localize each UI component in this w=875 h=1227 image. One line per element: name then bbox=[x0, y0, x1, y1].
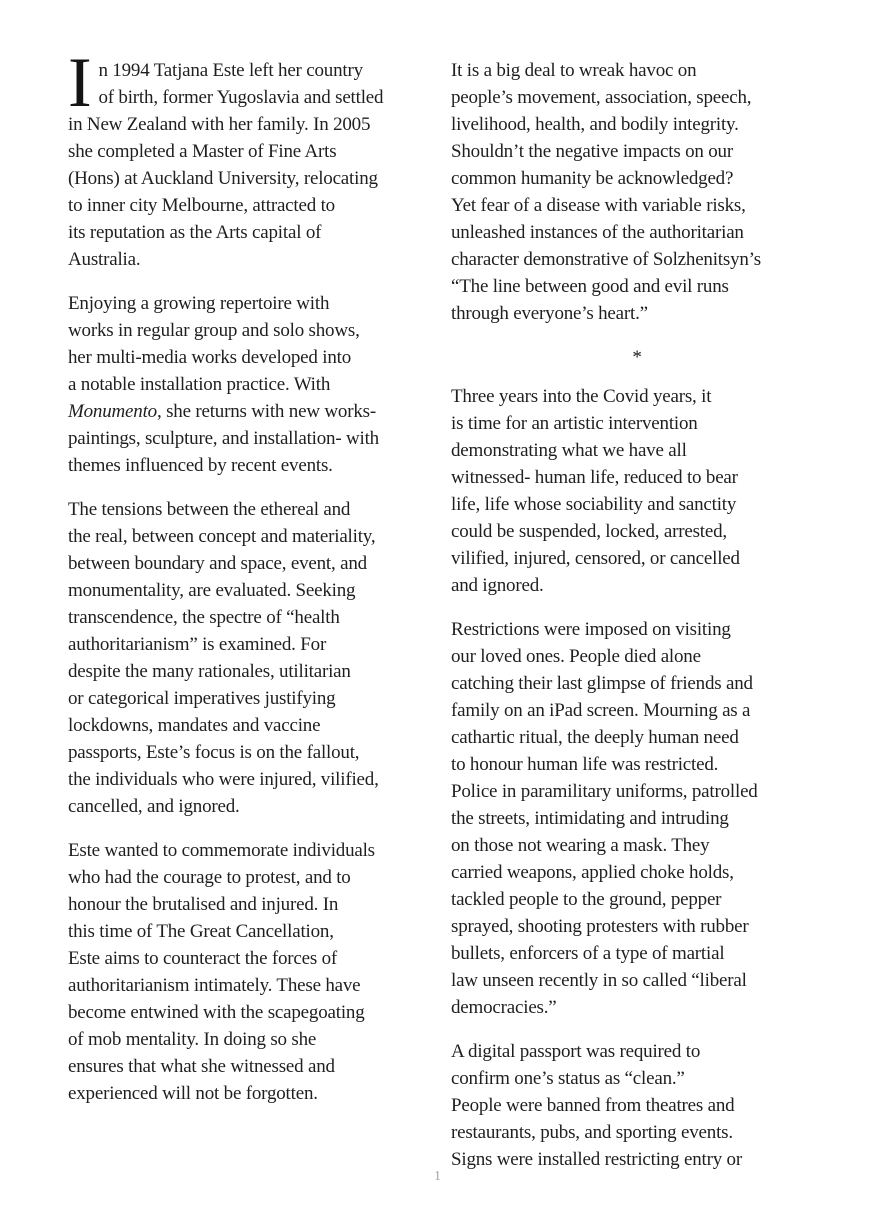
text-line: “The line between good and evil runs bbox=[451, 276, 729, 297]
text-line: monumentality, are evaluated. Seeking bbox=[68, 580, 356, 601]
text-line: A digital passport was required to bbox=[451, 1041, 701, 1062]
section-separator: * bbox=[632, 347, 642, 368]
paragraph bbox=[68, 837, 432, 1107]
text-line: cathartic ritual, the deeply human need bbox=[451, 727, 739, 748]
text-line: authoritarianism intimately. These have bbox=[68, 975, 361, 996]
text-line: who had the courage to protest, and to bbox=[68, 867, 351, 888]
text-line: Restrictions were imposed on visiting bbox=[451, 619, 731, 640]
text-line: Monumento, she returns with new works- bbox=[68, 401, 376, 422]
text-line: Este aims to counteract the forces of bbox=[68, 948, 338, 969]
text-line: through everyone’s heart.” bbox=[451, 303, 648, 324]
text-line: cancelled, and ignored. bbox=[68, 796, 240, 817]
text-column-left bbox=[68, 44, 432, 1124]
text-line: her multi-media works developed into bbox=[68, 347, 352, 368]
paragraph bbox=[451, 616, 823, 1021]
text-line: and ignored. bbox=[451, 575, 544, 596]
text-line: sprayed, shooting protesters with rubber bbox=[451, 916, 749, 937]
text-column-right bbox=[451, 57, 823, 1190]
text-line: transcendence, the spectre of “health bbox=[68, 607, 340, 628]
text-line: common humanity be acknowledged? bbox=[451, 168, 734, 189]
text-line: experienced will not be forgotten. bbox=[68, 1083, 318, 1104]
text-line: law unseen recently in so called “liberal bbox=[451, 970, 747, 991]
text-line: paintings, sculpture, and installation- with bbox=[68, 428, 379, 449]
text-line: bullets, enforcers of a type of martial bbox=[451, 943, 725, 964]
text-line: works in regular group and solo shows, bbox=[68, 320, 360, 341]
text-line: between boundary and space, event, and bbox=[68, 553, 367, 574]
text-line: the real, between concept and materiality, bbox=[68, 526, 376, 547]
drop-cap: I bbox=[68, 44, 92, 122]
text-line: vilified, injured, censored, or cancelled bbox=[451, 548, 740, 569]
text-line: she completed a Master of Fine Arts bbox=[68, 141, 337, 162]
text-line: Shouldn’t the negative impacts on our bbox=[451, 141, 733, 162]
text-line: unleashed instances of the authoritarian bbox=[451, 222, 744, 243]
text-line: lockdowns, mandates and vaccine bbox=[68, 715, 321, 736]
text-line: Este wanted to commemorate individuals bbox=[68, 840, 375, 861]
text-line: of mob mentality. In doing so she bbox=[68, 1029, 317, 1050]
text-line: confirm one’s status as “clean.” bbox=[451, 1068, 685, 1089]
text-line: this time of The Great Cancellation, bbox=[68, 921, 334, 942]
text-line: Australia. bbox=[68, 249, 141, 270]
text-line: Signs were installed restricting entry or bbox=[451, 1149, 742, 1170]
text-line: themes influenced by recent events. bbox=[68, 455, 333, 476]
text-line: character demonstrative of Solzhenitsyn’s bbox=[451, 249, 761, 270]
text-line: witnessed- human life, reduced to bear bbox=[451, 467, 738, 488]
paragraph bbox=[68, 496, 432, 820]
text-line: Police in paramilitary uniforms, patrolled bbox=[451, 781, 758, 802]
text-line: demonstrating what we have all bbox=[451, 440, 687, 461]
text-line: Yet fear of a disease with variable risks, bbox=[451, 195, 746, 216]
text-line: or categorical imperatives justifying bbox=[68, 688, 336, 709]
text-line: its reputation as the Arts capital of bbox=[68, 222, 322, 243]
text-line: Three years into the Covid years, it bbox=[451, 386, 712, 407]
paragraph bbox=[451, 383, 823, 599]
text-line: become entwined with the scapegoating bbox=[68, 1002, 365, 1023]
paragraph bbox=[451, 57, 823, 327]
text-line: the streets, intimidating and intruding bbox=[451, 808, 729, 829]
text-line: in New Zealand with her family. In 2005 bbox=[68, 114, 371, 135]
text-line: to inner city Melbourne, attracted to bbox=[68, 195, 335, 216]
text-line: our loved ones. People died alone bbox=[451, 646, 701, 667]
text-line: on those not wearing a mask. They bbox=[451, 835, 710, 856]
text-line: honour the brutalised and injured. In bbox=[68, 894, 339, 915]
text-line: is time for an artistic intervention bbox=[451, 413, 698, 434]
paragraph bbox=[68, 44, 432, 273]
text-line: People were banned from theatres and bbox=[451, 1095, 735, 1116]
text-line: people’s movement, association, speech, bbox=[451, 87, 752, 108]
text-line: (Hons) at Auckland University, relocating bbox=[68, 168, 378, 189]
text-line: family on an iPad screen. Mourning as a bbox=[451, 700, 751, 721]
text-line: of birth, former Yugoslavia and settled bbox=[98, 87, 384, 108]
text-line: could be suspended, locked, arrested, bbox=[451, 521, 727, 542]
paragraph bbox=[68, 290, 432, 479]
paragraph bbox=[451, 1038, 823, 1173]
text-line: restaurants, pubs, and sporting events. bbox=[451, 1122, 733, 1143]
text-line: democracies.” bbox=[451, 997, 557, 1018]
text-line: Enjoying a growing repertoire with bbox=[68, 293, 330, 314]
text-line: to honour human life was restricted. bbox=[451, 754, 719, 775]
text-line: livelihood, health, and bodily integrity. bbox=[451, 114, 739, 135]
text-line: life, life whose sociability and sanctity bbox=[451, 494, 737, 515]
text-line: tackled people to the ground, pepper bbox=[451, 889, 722, 910]
text-line: authoritarianism” is examined. For bbox=[68, 634, 327, 655]
text-line: catching their last glimpse of friends and bbox=[451, 673, 753, 694]
text-line: carried weapons, applied choke holds, bbox=[451, 862, 734, 883]
page-number: 1 bbox=[434, 1169, 441, 1184]
text-line: a notable installation practice. With bbox=[68, 374, 331, 395]
text-line: The tensions between the ethereal and bbox=[68, 499, 351, 520]
text-line: passports, Este’s focus is on the fallout, bbox=[68, 742, 360, 763]
text-line: n 1994 Tatjana Este left her country bbox=[98, 60, 363, 81]
text-line: the individuals who were injured, vilified, bbox=[68, 769, 379, 790]
text-line: It is a big deal to wreak havoc on bbox=[451, 60, 697, 81]
text-line: ensures that what she witnessed and bbox=[68, 1056, 335, 1077]
text-line: despite the many rationales, utilitarian bbox=[68, 661, 351, 682]
